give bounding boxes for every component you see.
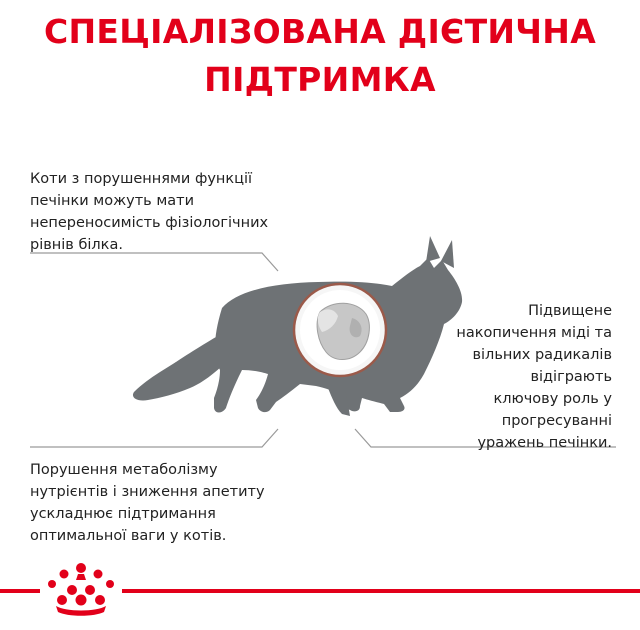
callout-line: нутрієнтів і зниження апетиту xyxy=(30,484,265,500)
connector-line-bottom-left xyxy=(30,429,278,447)
callout-protein-intolerance xyxy=(30,168,268,256)
brand-red-lines xyxy=(0,589,640,593)
callout-line: прогресуванні xyxy=(501,413,612,429)
title-line-1: СПЕЦІАЛІЗОВАНА ДІЄТИЧНА xyxy=(43,12,597,51)
liver-organ-icon xyxy=(294,284,386,376)
callout-line: накопичення міді та xyxy=(456,325,612,341)
crown-logo-icon xyxy=(48,563,114,616)
callout-line: оптимальної ваги у котів. xyxy=(30,528,227,544)
callout-line: печінки можуть мати xyxy=(30,193,195,209)
callout-line: відіграють xyxy=(530,369,612,385)
callout-line: уражень печінки. xyxy=(477,435,612,451)
callout-line: Порушення метаболізму xyxy=(30,462,218,478)
callout-line: Підвищене xyxy=(528,303,612,319)
red-line-right xyxy=(122,589,640,593)
callout-metabolism xyxy=(30,459,265,547)
red-line-left xyxy=(0,589,40,593)
callout-line: ключову роль у xyxy=(493,391,612,407)
title-line-2: ПІДТРИМКА xyxy=(204,60,436,99)
callout-copper-radicals xyxy=(456,300,612,454)
callout-line: рівнів білка. xyxy=(30,237,123,253)
callout-line: ускладнює підтримання xyxy=(30,506,216,522)
callout-line: непереносимість фізіологічних xyxy=(30,215,269,231)
callout-line: Коти з порушеннями функції xyxy=(30,171,253,187)
callout-line: вільних радикалів xyxy=(472,347,612,363)
